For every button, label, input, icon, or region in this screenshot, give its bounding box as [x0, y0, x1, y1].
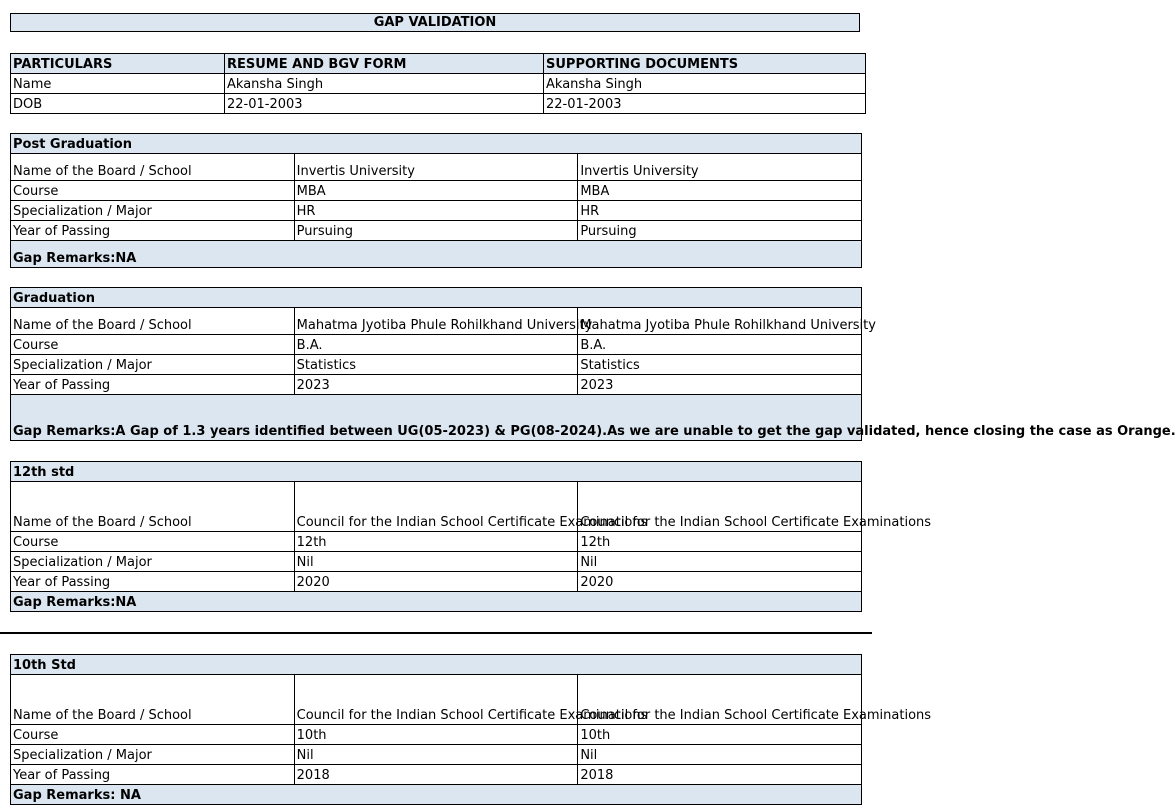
docs-value: Statistics [578, 355, 862, 375]
row-label: Year of Passing [11, 572, 295, 592]
docs-value: 12th [578, 532, 862, 552]
docs-value: HR [578, 201, 862, 221]
table-row [11, 74, 866, 94]
gap-remarks: Gap Remarks: NA [11, 785, 862, 805]
header-resume: RESUME AND BGV FORM [225, 54, 544, 74]
docs-value: Invertis University [578, 154, 862, 181]
table-row [11, 482, 862, 532]
docs-value: 22-01-2003 [544, 94, 866, 114]
header-supporting-docs: SUPPORTING DOCUMENTS [544, 54, 866, 74]
resume-value: 10th [294, 725, 578, 745]
row-label: Name [11, 74, 225, 94]
page-title: GAP VALIDATION [10, 13, 860, 32]
table-row [11, 355, 862, 375]
resume-value: 2018 [294, 765, 578, 785]
table-row [11, 572, 862, 592]
section-title: 12th std [11, 462, 862, 482]
docs-value: Council for the Indian School Certificate Examinations [578, 675, 862, 725]
resume-value: Council for the Indian School Certificate Examinations [294, 482, 578, 532]
resume-value: Invertis University [294, 154, 578, 181]
table-row [11, 201, 862, 221]
row-label: Year of Passing [11, 375, 295, 395]
row-label: Specialization / Major [11, 552, 295, 572]
header-particulars: PARTICULARS [11, 54, 225, 74]
row-label: Course [11, 725, 295, 745]
section-title: 10th Std [11, 655, 862, 675]
resume-value: 2023 [294, 375, 578, 395]
docs-value: B.A. [578, 335, 862, 355]
table-row [11, 725, 862, 745]
resume-value: 2020 [294, 572, 578, 592]
resume-value: MBA [294, 181, 578, 201]
docs-value: Nil [578, 552, 862, 572]
section-title: Post Graduation [11, 134, 862, 154]
row-label: Course [11, 532, 295, 552]
row-label: Name of the Board / School [11, 154, 295, 181]
docs-value: MBA [578, 181, 862, 201]
row-label: Year of Passing [11, 765, 295, 785]
resume-value: Council for the Indian School Certificate Examinations [294, 675, 578, 725]
resume-value: Pursuing [294, 221, 578, 241]
resume-value: Nil [294, 552, 578, 572]
table-row [11, 221, 862, 241]
graduation-table [10, 287, 1176, 441]
table-row [11, 308, 862, 335]
resume-value: Mahatma Jyotiba Phule Rohilkhand University [294, 308, 578, 335]
resume-value: Nil [294, 745, 578, 765]
docs-value: 10th [578, 725, 862, 745]
docs-value: Nil [578, 745, 862, 765]
row-label: Name of the Board / School [11, 482, 295, 532]
resume-value: Akansha Singh [225, 74, 544, 94]
gap-remarks: Gap Remarks:A Gap of 1.3 years identified between UG(05-2023) & PG(08-2024).As we are unable to get the gap validated, hence closing the case as Orange. [11, 395, 862, 441]
table-row [11, 532, 862, 552]
header-row [11, 54, 866, 74]
gap-remarks: Gap Remarks:NA [11, 592, 862, 612]
docs-value: 2023 [578, 375, 862, 395]
docs-value: 2020 [578, 572, 862, 592]
resume-value: B.A. [294, 335, 578, 355]
tenth-table [10, 654, 932, 805]
twelfth-table [10, 461, 932, 612]
section-title: Graduation [11, 288, 862, 308]
resume-value: Statistics [294, 355, 578, 375]
table-row [11, 335, 862, 355]
docs-value: 2018 [578, 765, 862, 785]
docs-value: Akansha Singh [544, 74, 866, 94]
docs-value: Pursuing [578, 221, 862, 241]
row-label: Name of the Board / School [11, 675, 295, 725]
post-graduation-table [10, 133, 862, 268]
docs-value: Council for the Indian School Certificate Examinations [578, 482, 862, 532]
table-row [11, 154, 862, 181]
personal-details-table [10, 53, 866, 114]
row-label: DOB [11, 94, 225, 114]
resume-value: 12th [294, 532, 578, 552]
page-divider [0, 632, 872, 634]
table-row [11, 552, 862, 572]
row-label: Year of Passing [11, 221, 295, 241]
row-label: Course [11, 335, 295, 355]
table-row [11, 94, 866, 114]
resume-value: 22-01-2003 [225, 94, 544, 114]
docs-value: Mahatma Jyotiba Phule Rohilkhand University [578, 308, 862, 335]
row-label: Specialization / Major [11, 201, 295, 221]
row-label: Name of the Board / School [11, 308, 295, 335]
table-row [11, 745, 862, 765]
table-row [11, 181, 862, 201]
table-row [11, 675, 862, 725]
gap-remarks: Gap Remarks:NA [11, 241, 862, 268]
row-label: Specialization / Major [11, 745, 295, 765]
row-label: Course [11, 181, 295, 201]
table-row [11, 765, 862, 785]
resume-value: HR [294, 201, 578, 221]
row-label: Specialization / Major [11, 355, 295, 375]
table-row [11, 375, 862, 395]
